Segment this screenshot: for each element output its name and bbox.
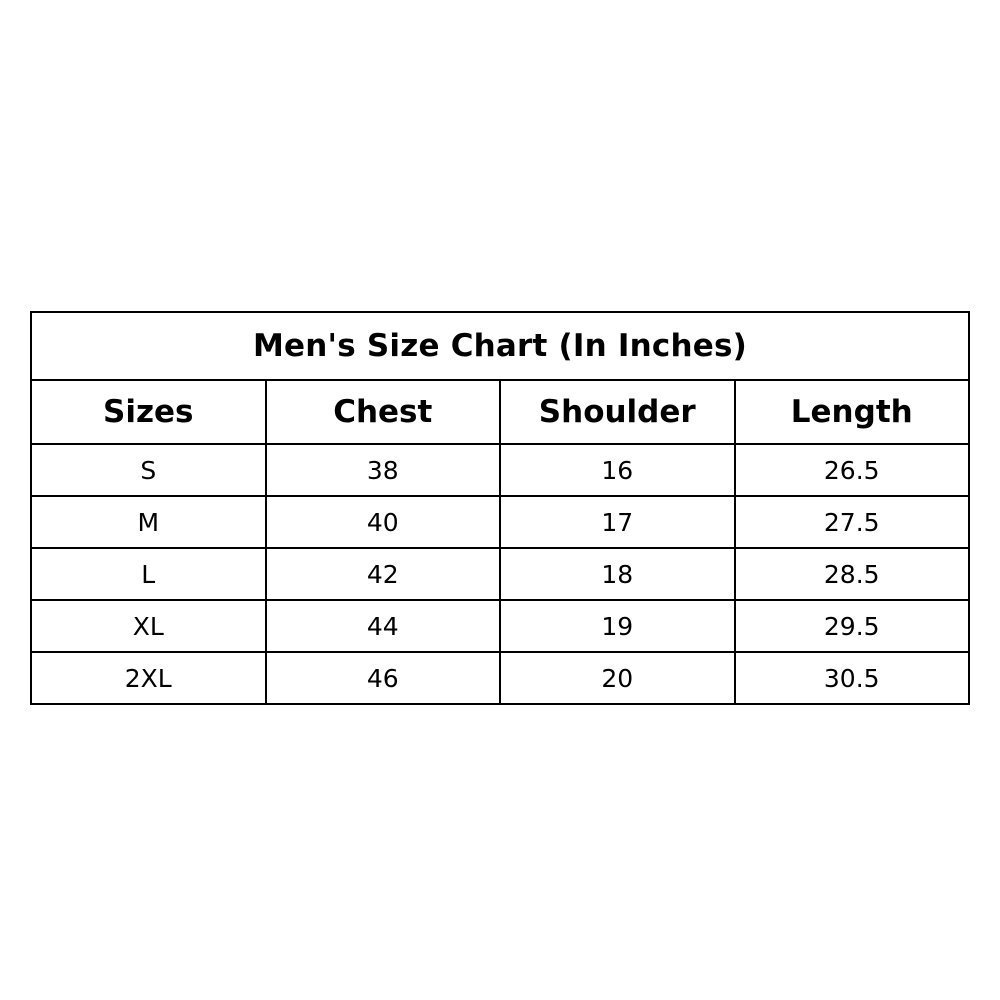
table-row: [31, 652, 969, 704]
cell-shoulder: 19: [500, 600, 735, 652]
cell-chest: 38: [266, 444, 501, 496]
table-row: [31, 548, 969, 600]
column-header-length: Length: [735, 380, 970, 444]
cell-shoulder: 20: [500, 652, 735, 704]
table-row: [31, 444, 969, 496]
cell-chest: 46: [266, 652, 501, 704]
cell-size: S: [31, 444, 266, 496]
cell-length: 28.5: [735, 548, 970, 600]
cell-shoulder: 17: [500, 496, 735, 548]
cell-chest: 44: [266, 600, 501, 652]
cell-size: M: [31, 496, 266, 548]
size-chart-table: [30, 311, 970, 705]
cell-shoulder: 18: [500, 548, 735, 600]
cell-size: XL: [31, 600, 266, 652]
cell-length: 30.5: [735, 652, 970, 704]
cell-size: 2XL: [31, 652, 266, 704]
table-row: [31, 496, 969, 548]
cell-chest: 42: [266, 548, 501, 600]
size-chart-container: [30, 311, 970, 693]
cell-length: 29.5: [735, 600, 970, 652]
chart-title: Men's Size Chart (In Inches): [31, 312, 969, 380]
cell-shoulder: 16: [500, 444, 735, 496]
table-header-row: [31, 380, 969, 444]
cell-size: L: [31, 548, 266, 600]
cell-length: 26.5: [735, 444, 970, 496]
table-row: [31, 600, 969, 652]
column-header-chest: Chest: [266, 380, 501, 444]
cell-length: 27.5: [735, 496, 970, 548]
cell-chest: 40: [266, 496, 501, 548]
column-header-sizes: Sizes: [31, 380, 266, 444]
table-title-row: [31, 312, 969, 380]
column-header-shoulder: Shoulder: [500, 380, 735, 444]
